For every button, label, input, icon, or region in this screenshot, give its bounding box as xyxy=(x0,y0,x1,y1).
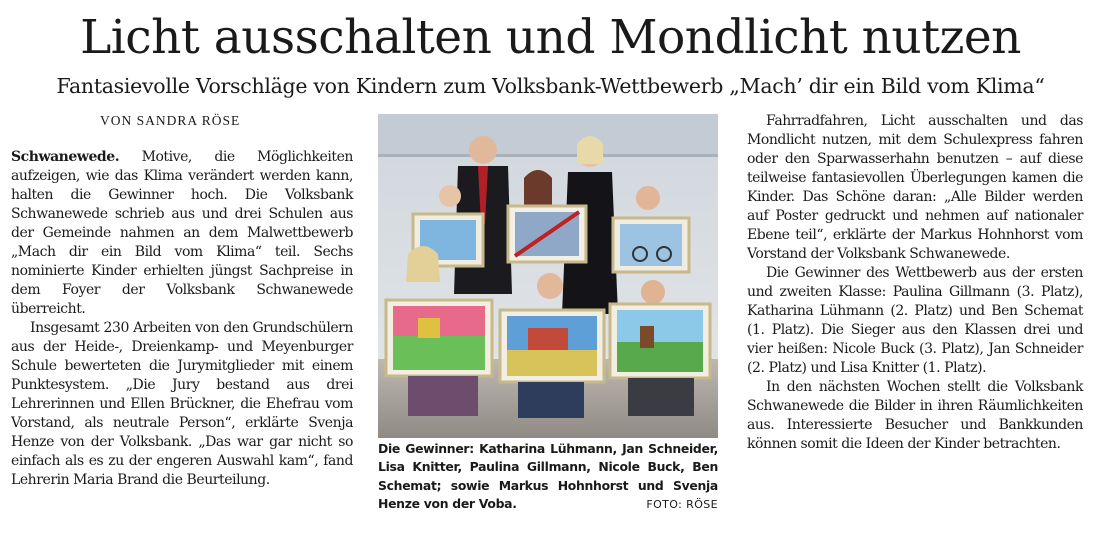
article-photo xyxy=(378,114,718,438)
byline: VON SANDRA RÖSE xyxy=(100,113,241,128)
paragraph: Die Gewinner des Wettbewerb aus der ersten und zweiten Klasse: Paulina Gillmann (3. Platz), Katharina Lühmann (2. Platz) und Ben Schemat (1. Platz). Die Sieger aus den Klassen drei und vier heißen: Nicole Buck (3. Platz), Jan Schneider (2. Platz) und Lisa Knitter (1. Platz). xyxy=(747,265,1083,376)
headline: Licht ausschalten und Mondlicht nutzen xyxy=(80,10,1021,65)
paragraph: Insgesamt 230 Arbeiten von den Grundschülern aus der Heide-, Dreienkamp- und Meyenburger Schule bewerteten die Jurymitglieder mit einem Punktesystem. „Die Jury bestand aus drei Lehrerinnen und Ellen Brückner, die Ehefrau vom Vorstand, als neutrale Person“, erklärte Svenja Henze von der Volksbank. „Das war gar nicht so einfach als es zu der engeren Auswahl kam“, fand Lehrerin Maria Brand die Beurteilung. xyxy=(11,320,353,488)
paragraph xyxy=(11,148,353,319)
paragraph-text: Motive, die Möglichkeiten aufzeigen, wie das Klima verändert werden kann, halten die Gewinner hoch. Die Volksbank Schwanewede schrieb aus und drei Schulen aus der Gemeinde nahmen an dem Malwettbewerb „Mach dir ein Bild vom Klima“ teil. Sechs nominierte Kinder erhielten jüngst Sachpreise in dem Foyer der Volksbank Schwanewede überreicht. xyxy=(11,149,353,317)
article-column-right xyxy=(747,112,1083,454)
caption-text: Die Gewinner: Katharina Lühmann, Jan Schneider, Lisa Knitter, Paulina Gillmann, Nicole Buck, Ben Schemat; sowie Markus Hohnhorst und Svenja Henze von der Voba. xyxy=(378,441,718,511)
dateline: Schwanewede. xyxy=(11,149,120,165)
paragraph: In den nächsten Wochen stellt die Volksbank Schwanewede die Bilder in ihren Räumlichkeiten aus. Interessierte Besucher und Bankkunden können somit die Ideen der Kinder betrachten. xyxy=(747,379,1083,452)
article-column-left xyxy=(11,148,353,490)
paragraph: Fahrradfahren, Licht ausschalten und das Mondlicht nutzen, mit dem Schulexpress fahren oder den Sparwasserhahn benutzen – auf diese teilweise fantasievollen Überlegungen kamen die Kinder. Das Schöne daran: „Alle Bilder werden auf Poster gedruckt und nehmen auf nationaler Ebene teil“, erklärte der Markus Hohnhorst vom Vorstand der Volksbank Schwanewede. xyxy=(747,113,1083,262)
photo-credit: FOTO: RÖSE xyxy=(646,497,718,511)
subheadline: Fantasievolle Vorschläge von Kindern zum Volksbank-Wettbewerb „Mach’ dir ein Bild vom Klima“ xyxy=(56,74,1045,98)
photo-caption xyxy=(378,440,718,514)
